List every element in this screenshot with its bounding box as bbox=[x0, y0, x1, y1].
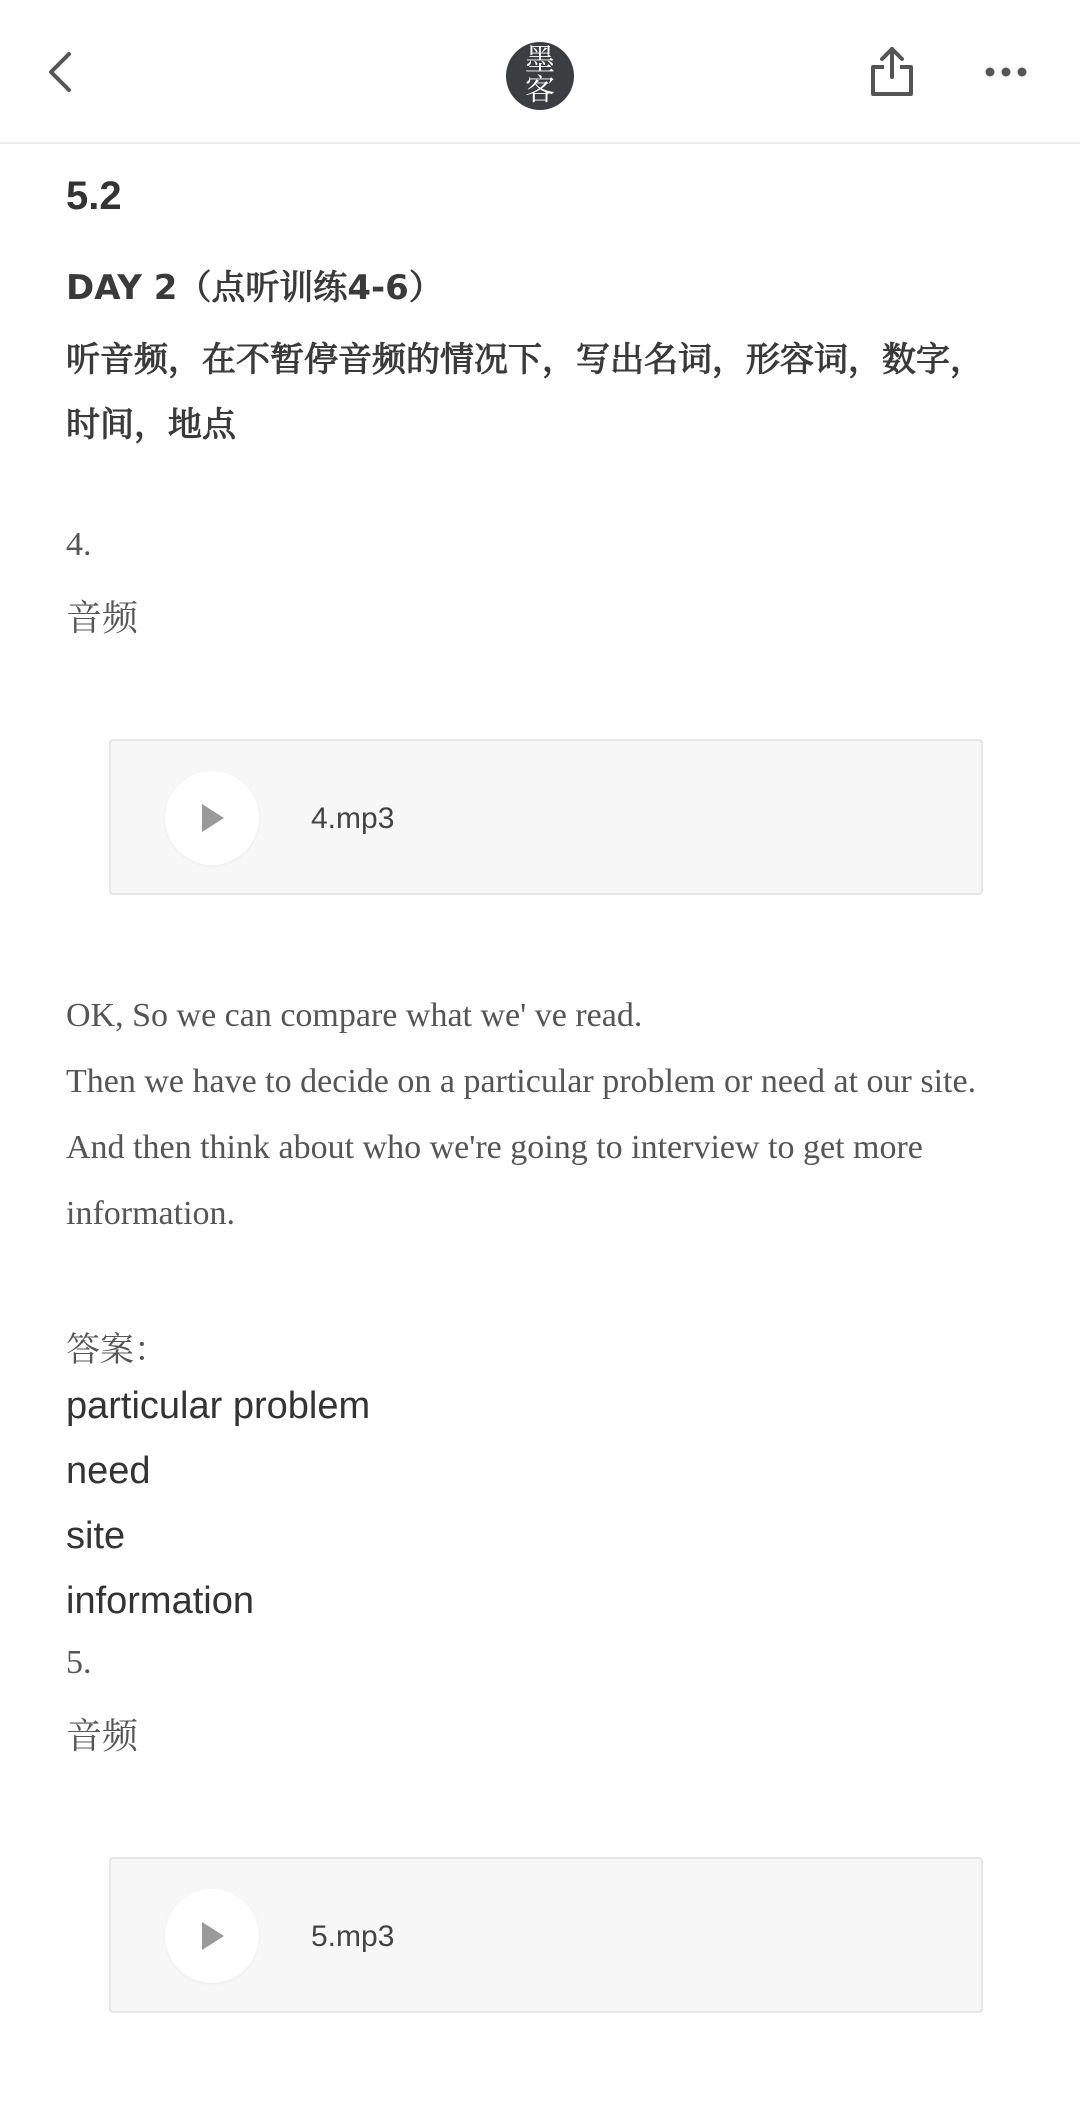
audio-player[interactable] bbox=[109, 1857, 983, 2013]
transcript bbox=[66, 983, 1026, 1247]
answer-item: site bbox=[66, 1515, 126, 1557]
play-icon bbox=[197, 801, 227, 835]
article-version-heading: 5.2 bbox=[66, 174, 122, 218]
transcript-line: OK, So we can compare what we' ve read. bbox=[66, 997, 643, 1034]
account-logo[interactable] bbox=[506, 42, 574, 110]
back-button[interactable] bbox=[30, 40, 90, 104]
transcript-line: Then we have to decide on a particular problem or need at our site. bbox=[66, 1063, 977, 1100]
share-icon bbox=[870, 45, 914, 97]
answer-label: 答案： bbox=[66, 1330, 168, 1370]
answer-item: information bbox=[66, 1580, 254, 1622]
answer-list bbox=[66, 1374, 370, 1634]
play-button[interactable] bbox=[165, 771, 259, 865]
play-button[interactable] bbox=[165, 1889, 259, 1983]
share-button[interactable] bbox=[860, 36, 924, 106]
answer-item: need bbox=[66, 1450, 151, 1492]
more-options-button[interactable] bbox=[976, 40, 1036, 104]
section-number: 4. bbox=[66, 526, 92, 563]
chevron-left-icon bbox=[45, 50, 75, 94]
audio-player[interactable] bbox=[109, 739, 983, 895]
instruction-text: 听音频，在不暂停音频的情况下，写出名词，形容词，数字，时间，地点 bbox=[66, 340, 984, 445]
logo-char-2: 客 bbox=[525, 73, 555, 108]
audio-label: 音频 bbox=[66, 1716, 139, 1756]
audio-file-name: 5.mp3 bbox=[311, 1920, 395, 1953]
top-navigation-bar bbox=[0, 0, 1080, 144]
more-icon bbox=[984, 66, 1028, 78]
audio-label: 音频 bbox=[66, 598, 139, 638]
day-title: DAY 2（点听训练4-6） bbox=[66, 268, 443, 308]
section-number: 5. bbox=[66, 1644, 92, 1681]
logo-char-1: 墨 bbox=[525, 43, 555, 78]
transcript-line: And then think about who we're going to interview to get more information. bbox=[66, 1129, 923, 1232]
answer-item: particular problem bbox=[66, 1385, 371, 1427]
play-icon bbox=[197, 1919, 227, 1953]
audio-file-name: 4.mp3 bbox=[311, 802, 395, 835]
